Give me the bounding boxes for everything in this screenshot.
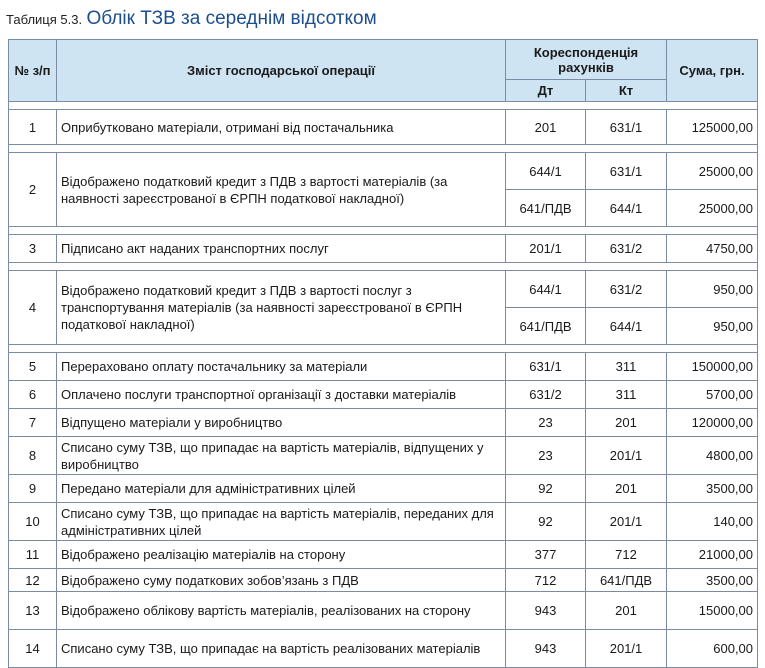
operation-description: Перераховано оплату постачальнику за матеріали	[57, 353, 506, 381]
row-number: 11	[9, 541, 57, 569]
debit-account: 943	[506, 630, 586, 668]
operation-description: Передано матеріали для адміністративних цілей	[57, 475, 506, 503]
amount: 15000,00	[667, 592, 758, 630]
debit-account: 23	[506, 437, 586, 475]
row-spacer	[9, 102, 758, 110]
credit-account: 201	[586, 475, 667, 503]
debit-account: 631/1	[506, 353, 586, 381]
row-spacer	[9, 227, 758, 235]
table-row	[9, 153, 758, 190]
row-number: 4	[9, 271, 57, 345]
row-number: 2	[9, 153, 57, 227]
debit-account: 92	[506, 503, 586, 541]
row-number: 6	[9, 381, 57, 409]
header-debit: Дт	[506, 80, 586, 102]
header-correspondence: Кореспонденція рахунків	[506, 40, 667, 80]
table-number: Таблиця 5.3.	[6, 12, 83, 27]
table-row	[9, 437, 758, 475]
row-number: 3	[9, 235, 57, 263]
table-row	[9, 409, 758, 437]
debit-account: 943	[506, 592, 586, 630]
amount: 4800,00	[667, 437, 758, 475]
debit-account: 23	[506, 409, 586, 437]
row-number: 10	[9, 503, 57, 541]
amount: 140,00	[667, 503, 758, 541]
amount: 120000,00	[667, 409, 758, 437]
credit-account: 631/2	[586, 271, 667, 308]
row-number: 1	[9, 110, 57, 145]
table-row	[9, 503, 758, 541]
debit-account: 201	[506, 110, 586, 145]
table-row	[9, 381, 758, 409]
row-spacer	[9, 263, 758, 271]
table-row	[9, 353, 758, 381]
debit-account: 377	[506, 541, 586, 569]
credit-account: 311	[586, 381, 667, 409]
ledger-table	[8, 39, 758, 668]
operation-description: Відображено податковий кредит з ПДВ з вартості послуг з транспортування матеріалів (за наявності зареєстрованої в ЄРПН податкової накладної)	[57, 271, 506, 345]
operation-description: Відображено реалізацію матеріалів на сторону	[57, 541, 506, 569]
amount: 25000,00	[667, 153, 758, 190]
amount: 5700,00	[667, 381, 758, 409]
table-row	[9, 271, 758, 308]
operation-description: Списано суму ТЗВ, що припадає на вартість реалізованих матеріалів	[57, 630, 506, 668]
debit-account: 644/1	[506, 271, 586, 308]
table-row	[9, 541, 758, 569]
row-spacer	[9, 145, 758, 153]
header-content: Зміст господарської операції	[57, 40, 506, 102]
credit-account: 631/1	[586, 110, 667, 145]
amount: 4750,00	[667, 235, 758, 263]
amount: 21000,00	[667, 541, 758, 569]
header-credit: Кт	[586, 80, 667, 102]
credit-account: 631/1	[586, 153, 667, 190]
credit-account: 201	[586, 592, 667, 630]
table-row	[9, 592, 758, 630]
table-title: Облік ТЗВ за середнім відсотком	[86, 8, 377, 29]
amount: 950,00	[667, 271, 758, 308]
debit-account: 92	[506, 475, 586, 503]
table-row	[9, 475, 758, 503]
row-spacer	[9, 345, 758, 353]
amount: 25000,00	[667, 190, 758, 227]
row-number: 12	[9, 569, 57, 592]
table-row	[9, 235, 758, 263]
debit-account: 641/ПДВ	[506, 308, 586, 345]
amount: 150000,00	[667, 353, 758, 381]
table-caption	[6, 4, 377, 34]
credit-account: 311	[586, 353, 667, 381]
debit-account: 712	[506, 569, 586, 592]
debit-account: 631/2	[506, 381, 586, 409]
operation-description: Відображено суму податкових зобов’язань з ПДВ	[57, 569, 506, 592]
credit-account: 641/ПДВ	[586, 569, 667, 592]
operation-description: Підписано акт наданих транспортних послуг	[57, 235, 506, 263]
operation-description: Оплачено послуги транспортної організації з доставки матеріалів	[57, 381, 506, 409]
credit-account: 201/1	[586, 437, 667, 475]
row-number: 5	[9, 353, 57, 381]
header-num: № з/п	[9, 40, 57, 102]
amount: 3500,00	[667, 475, 758, 503]
table-row	[9, 630, 758, 668]
operation-description: Списано суму ТЗВ, що припадає на вартість матеріалів, відпущених у виробництво	[57, 437, 506, 475]
debit-account: 641/ПДВ	[506, 190, 586, 227]
row-number: 7	[9, 409, 57, 437]
table-body	[9, 102, 758, 668]
table-header	[9, 40, 758, 102]
amount: 950,00	[667, 308, 758, 345]
debit-account: 201/1	[506, 235, 586, 263]
row-number: 8	[9, 437, 57, 475]
credit-account: 631/2	[586, 235, 667, 263]
operation-description: Списано суму ТЗВ, що припадає на вартість матеріалів, переданих для адміністративних цілей	[57, 503, 506, 541]
debit-account: 644/1	[506, 153, 586, 190]
row-number: 13	[9, 592, 57, 630]
operation-description: Відображено податковий кредит з ПДВ з вартості матеріалів (за наявності зареєстрованої в ЄРПН податкової накладної)	[57, 153, 506, 227]
credit-account: 644/1	[586, 308, 667, 345]
amount: 600,00	[667, 630, 758, 668]
operation-description: Оприбутковано матеріали, отримані від постачальника	[57, 110, 506, 145]
credit-account: 712	[586, 541, 667, 569]
credit-account: 201/1	[586, 630, 667, 668]
operation-description: Відображено облікову вартість матеріалів, реалізованих на сторону	[57, 592, 506, 630]
credit-account: 201	[586, 409, 667, 437]
credit-account: 201/1	[586, 503, 667, 541]
operation-description: Відпущено матеріали у виробництво	[57, 409, 506, 437]
credit-account: 644/1	[586, 190, 667, 227]
amount: 125000,00	[667, 110, 758, 145]
table-row	[9, 110, 758, 145]
row-number: 14	[9, 630, 57, 668]
header-sum: Сума, грн.	[667, 40, 758, 102]
table-row	[9, 569, 758, 592]
amount: 3500,00	[667, 569, 758, 592]
row-number: 9	[9, 475, 57, 503]
